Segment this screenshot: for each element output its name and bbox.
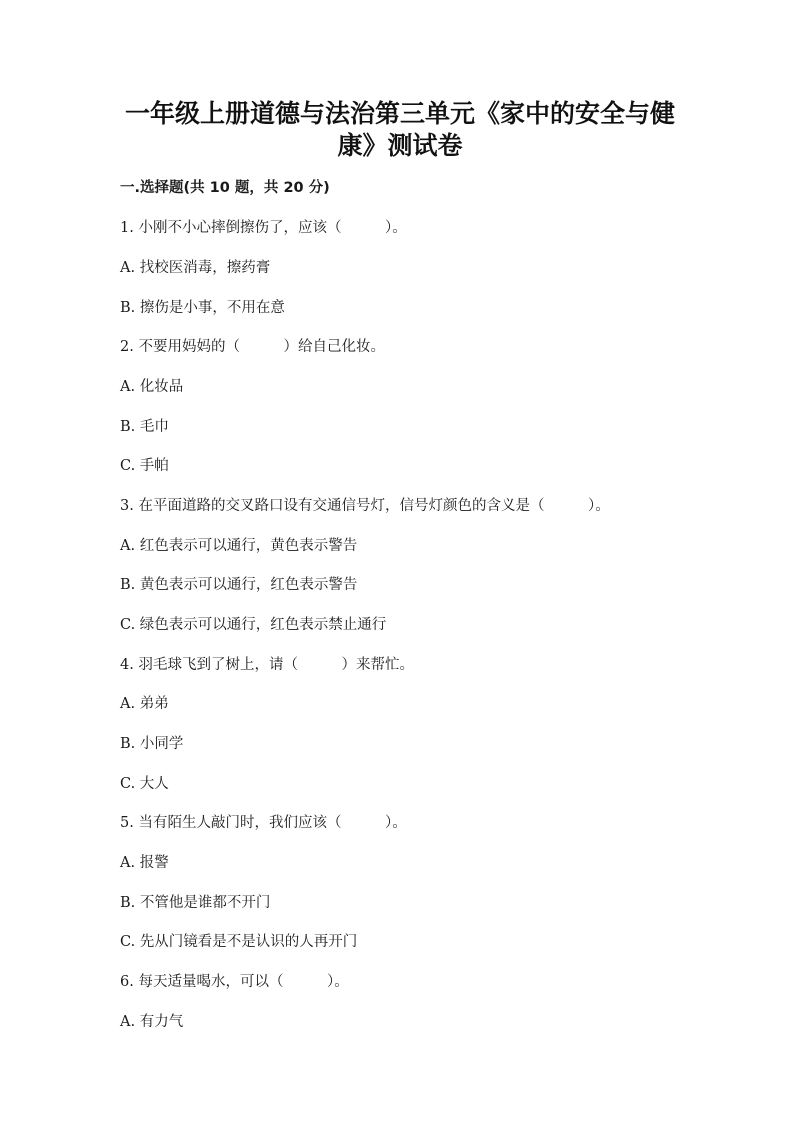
page-title-line-2: 康》测试卷 — [337, 131, 463, 160]
option-1b: B. 擦伤是小事，不用在意 — [120, 300, 285, 316]
option-1a: A. 找校医消毒，擦药膏 — [120, 260, 271, 276]
question-1: 1. 小刚不小心摔倒擦伤了，应该（ ）。 — [120, 220, 407, 236]
question-2: 2. 不要用妈妈的（ ）给自己化妆。 — [120, 339, 385, 355]
section-heading: 一.选择题(共 10 题，共 20 分) — [120, 180, 330, 196]
option-5b: B. 不管他是谁都不开门 — [120, 895, 271, 911]
question-6: 6. 每天适量喝水，可以（ ）。 — [120, 974, 349, 990]
option-3c: C. 绿色表示可以通行，红色表示禁止通行 — [120, 617, 387, 633]
option-5a: A. 报警 — [120, 855, 169, 871]
option-4a: A. 弟弟 — [120, 696, 169, 712]
option-2c: C. 手帕 — [120, 458, 169, 474]
option-4c: C. 大人 — [120, 776, 169, 792]
option-5c: C. 先从门镜看是不是认识的人再开门 — [120, 934, 358, 950]
option-3b: B. 黄色表示可以通行，红色表示警告 — [120, 577, 358, 593]
option-4b: B. 小同学 — [120, 736, 184, 752]
question-3: 3. 在平面道路的交叉路口设有交通信号灯，信号灯颜色的含义是（ ）。 — [120, 498, 610, 514]
page-title-line-1: 一年级上册道德与法治第三单元《家中的安全与健 — [124, 99, 675, 128]
option-3a: A. 红色表示可以通行，黄色表示警告 — [120, 538, 358, 554]
question-5: 5. 当有陌生人敲门时，我们应该（ ）。 — [120, 815, 407, 831]
option-2b: B. 毛巾 — [120, 419, 169, 435]
option-2a: A. 化妆品 — [120, 379, 184, 395]
question-4: 4. 羽毛球飞到了树上，请（ ）来帮忙。 — [120, 657, 414, 673]
option-6a: A. 有力气 — [120, 1014, 184, 1030]
